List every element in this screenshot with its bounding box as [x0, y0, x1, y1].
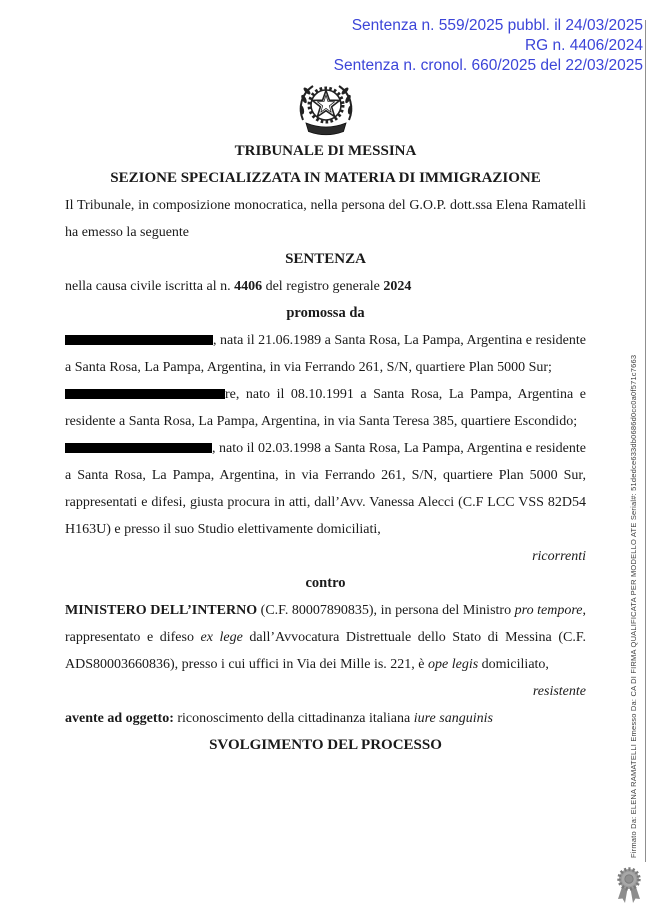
applicant-1-text: , nata il 21.06.1989 a Santa Rosa, La Pampa, Argentina e residente a Santa Rosa, La Pampa, Argentina, in via Ferrando 261, S/N, quartiere Plan 5000 Sur; — [65, 333, 586, 375]
subject-text: riconoscimento della cittadinanza italiana — [173, 711, 414, 726]
applicant-1-paragraph — [65, 327, 586, 381]
respondent-latin-3: ope legis — [428, 657, 479, 672]
proceedings-heading: SVOLGIMENTO DEL PROCESSO — [209, 737, 442, 753]
redaction-bar — [65, 443, 212, 453]
applicants-role-label: ricorrenti — [532, 549, 586, 564]
applicant-3-paragraph — [65, 435, 586, 543]
italy-republic-emblem-icon — [295, 80, 357, 136]
signature-strip-divider — [645, 20, 646, 862]
respondent-latin-2: ex lege — [200, 630, 243, 645]
applicant-3-text: , nato il 02.03.1998 a Santa Rosa, La Pampa, Argentina e residente a Santa Rosa, La Pampa, Argentina, in via Ferrando 261, S/N, quartiere Plan 5000 Sur, rappresentati e difesi, giusta procura in atti, dall’Avv. Vanessa Alecci (C.F LCC VSS 82D54 H163U) e presso il suo Studio elettivamente domiciliati, — [65, 441, 586, 537]
registry-annotations — [334, 16, 643, 76]
redaction-bar — [65, 389, 225, 399]
court-title: TRIBUNALE DI MESSINA — [234, 143, 417, 159]
registry-year: 2024 — [383, 279, 412, 294]
document-body — [65, 80, 586, 759]
promoted-by-heading: promossa da — [286, 305, 365, 321]
applicant-2-visible-suffix: re — [225, 387, 236, 402]
intro-paragraph: Il Tribunale, in composizione monocratica, nella persona del G.O.P. dott.ssa Elena Ramatelli ha emesso la seguente — [65, 198, 586, 240]
respondent-paragraph — [65, 597, 586, 678]
applicant-2-paragraph — [65, 381, 586, 435]
redaction-bar — [65, 335, 213, 345]
registry-line — [65, 273, 586, 300]
judgment-heading: SENTENZA — [285, 251, 366, 267]
court-section-title: SEZIONE SPECIALIZZATA IN MATERIA DI IMMIGRAZIONE — [110, 170, 541, 186]
subject-line — [65, 705, 586, 732]
respondent-latin-1: pro tempore — [514, 603, 583, 618]
subject-label: avente ad oggetto: — [65, 711, 174, 726]
subject-latin: iure sanguinis — [413, 711, 493, 726]
versus-heading: contro — [305, 575, 346, 591]
registry-pre: nella causa civile iscritta al n. — [65, 279, 235, 294]
annotation-cronol: Sentenza n. cronol. 660/2025 del 22/03/2025 — [333, 57, 643, 74]
respondent-seg3: dall’Avvocatura Distrettuale dello Stato di Messina (C.F. ADS80003660836), presso i cui uffici in Via dei Mille is. 221, è — [65, 630, 586, 672]
respondent-seg4: domiciliato, — [478, 657, 549, 672]
annotation-publication: Sentenza n. 559/2025 pubbl. il 24/03/2025 — [351, 17, 643, 34]
respondent-seg1: (C.F. 80007890835), in persona del Ministro — [257, 603, 515, 618]
registry-mid: del registro generale — [262, 279, 384, 294]
respondent-name: MINISTERO DELL’INTERNO — [65, 603, 258, 618]
registry-number: 4406 — [234, 279, 263, 294]
applicant-2-text: , nato il 08.10.1991 a Santa Rosa, La Pampa, Argentina e residente a Santa Rosa, La Pampa, Argentina, in via Santa Teresa 385, quartiere Escondido; — [65, 387, 586, 429]
respondent-role-label: resistente — [532, 684, 586, 699]
signature-seal-icon — [613, 866, 645, 905]
respondent-seg2: , rappresentato e difeso — [65, 603, 586, 645]
annotation-rg-number: RG n. 4406/2024 — [524, 37, 643, 54]
digital-signature-strip: Firmato Da: ELENA RAMATELLI Emesso Da: CA DI FIRMA QUALIFICATA PER MODELLO ATE Serial#: 51dedce633db0686d0cc0a0f571c7663 — [629, 354, 638, 858]
